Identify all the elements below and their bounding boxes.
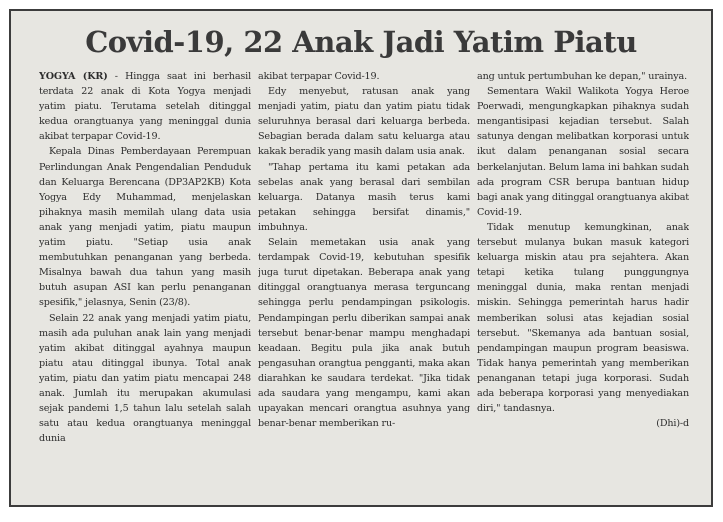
- paragraph: Sementara Wakil Walikota Yogya Heroe Poerwadi, mengungkapkan pihaknya sudah mengantisipasi kejadian tersebut. Salah satunya dengan melibatkan korporasi untuk ikut dalam penanganan sosial secara berkelanjutan. Belum lama ini bahkan sudah ada program CSR berupa bantuan hidup bagi anak yang ditinggal orangtuanya akibat Covid-19.: [477, 86, 689, 218]
- paragraph: [39, 69, 251, 144]
- article-headline: Covid-19, 22 Anak Jadi Yatim Piatu: [85, 25, 637, 59]
- byline: (Dhi)-d: [656, 418, 689, 430]
- paragraph: akibat terpapar Covid-19.: [258, 71, 380, 82]
- article-column-2: [258, 69, 470, 501]
- dateline: YOGYA (KR): [39, 71, 108, 82]
- newspaper-clipping: [9, 9, 713, 507]
- paragraph: Tidak menutup kemungkinan, anak tersebut mulanya bukan masuk kategori keluarga miskin atau pra sejahtera. Akan tetapi ketika tulang punggungnya meninggal dunia, maka rentan menjadi miskin. Sehingga pemerintah harus hadir memberikan solusi atas kejadian sosial tersebut. "Skemanya ada bantuan sosial, pendampingan maupun program beasiswa. Tidak hanya pemerintah yang memberikan penanganan tetapi juga korporasi. Sudah ada beberapa korporasi yang menyediakan diri," tandasnya.: [477, 221, 689, 415]
- paragraph: ang untuk pertumbuhan ke depan," urainya.: [477, 71, 688, 82]
- paragraph-text: - Hingga saat ini berhasil terdata 22 anak di Kota Yogya menjadi yatim piatu. Terutama setelah ditinggal kedua orangtuanya yang meninggal dunia akibat terpapar Covid-19.: [39, 71, 251, 143]
- paragraph: Kepala Dinas Pemberdayaan Perempuan Perlindungan Anak Pengendalian Penduduk dan Keluarga Berencana (DP3AP2KB) Kota Yogya Edy Muhammad, menjelaskan pihaknya masih memilah ulang data usia anak yang menjadi yatim, piatu maupun yatim piatu. "Setiap usia anak membutuhkan penanganan yang berbeda. Misalnya bawah dua tahun yang masih butuh asupan ASI kan perlu penanganan spesifik," jelasnya, Senin (23/8).: [39, 146, 251, 309]
- paragraph: "Tahap pertama itu kami petakan ada sebelas anak yang berasal dari sembilan keluarga. Datanya masih terus kami petakan sehingga bersifat dinamis," imbuhnya.: [258, 161, 470, 233]
- paragraph: Selain memetakan usia anak yang terdampak Covid-19, kebutuhan spesifik juga turut dipetakan. Beberapa anak yang ditinggal orangtuanya merasa terguncang sehingga perlu pendampingan psikologis. Pendampingan perlu diberikan sampai anak tersebut benar-benar mampu menghadapi keadaan. Begitu pula jika anak butuh pengasuhan orangtua pengganti, maka akan diarahkan ke saudara terdekat. "Jika tidak ada saudara yang mengampu, kami akan upayakan mencari orangtua asuhnya yang benar-benar memberikan ru-: [258, 237, 470, 430]
- paragraph: Edy menyebut, ratusan anak yang menjadi yatim, piatu dan yatim piatu tidak seluruhnya berasal dari keluarga berbeda. Sebagian berada dalam satu keluarga atau kakak beradik yang masih dalam usia anak.: [258, 86, 470, 158]
- article-column-1: [39, 69, 251, 501]
- paragraph: Selain 22 anak yang menjadi yatim piatu, masih ada puluhan anak lain yang menjadi yatim akibat ditinggal ayahnya maupun piatu atau ditinggal ibunya. Total anak yatim, piatu dan yatim piatu mencapai 248 anak. Jumlah itu merupakan akumulasi sejak pandemi 1,5 tahun lalu setelah salah satu atau kedua orangtuanya meninggal dunia: [39, 312, 251, 445]
- article-column-3: [477, 69, 689, 501]
